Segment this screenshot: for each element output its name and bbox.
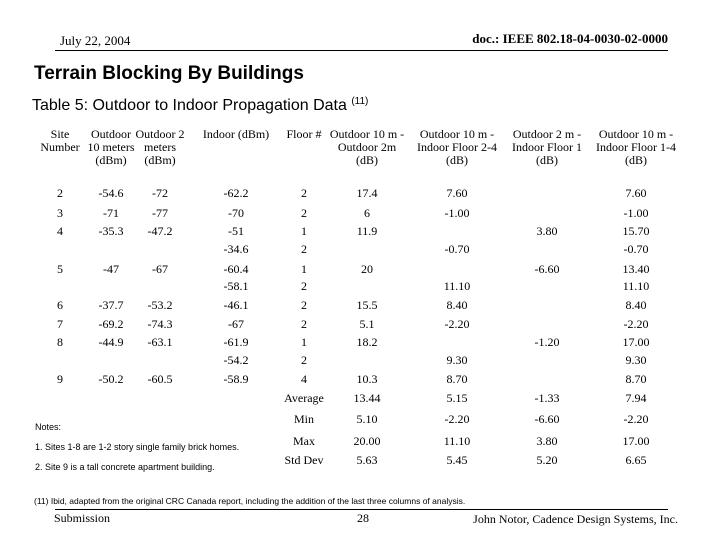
stat-value-cell: 5.45 [446,453,468,467]
table-cell: -67 [228,317,244,331]
table-cell: -69.2 [98,317,124,331]
table-cell: -2.20 [623,317,649,331]
table-cell: 6 [364,206,370,220]
site-number-cell: 2 [57,186,63,200]
column-header: Outdoor 2 m - Indoor Floor 1 (dB) [512,127,582,167]
stat-value-cell: 6.65 [625,453,647,467]
table-cell: -1.00 [623,206,649,220]
header-doc-id: doc.: IEEE 802.18-04-0030-02-0000 [472,31,668,46]
table-cell: 17.00 [622,335,650,349]
table-cell: -70 [228,206,244,220]
table-cell: -54.2 [223,353,249,367]
table-cell: -77 [152,206,168,220]
table-cell: 11.9 [356,224,378,238]
table-cell: 11.10 [622,279,650,293]
stat-value-cell: 3.80 [536,434,558,448]
stat-value-cell: -2.20 [623,412,649,426]
table-cell: 9.30 [446,353,468,367]
table-cell: 4 [301,372,307,386]
table-caption-text: Table 5: Outdoor to Indoor Propagation Data [32,97,347,114]
table-cell: 13.40 [622,262,650,276]
column-header: Outdoor 10 meters (dBm) [87,127,135,167]
table-cell: -61.9 [223,335,249,349]
stat-value-cell: 5.10 [356,412,378,426]
site-number-cell: 6 [57,298,63,312]
column-header: Outdoor 10 m - Outdoor 2m (dB) [329,127,405,167]
table-cell: 7.60 [446,186,468,200]
table-cell: 2 [301,353,307,367]
table-cell: 7.60 [625,186,647,200]
table-cell: 8.70 [625,372,647,386]
note-item-1: 1. Sites 1-8 are 1-2 story single family brick homes. [35,442,240,452]
table-cell: 9.30 [625,353,647,367]
column-header: Outdoor 2 meters (dBm) [135,127,185,167]
table-caption [32,96,368,115]
stat-label-cell: Max [293,434,315,448]
table-cell: 15.70 [622,224,650,238]
footer-submission: Submission [54,511,111,525]
table-cell: 2 [301,279,307,293]
table-cell: -51 [228,224,244,238]
footer-page-number: 28 [357,511,369,525]
stat-value-cell: 5.20 [536,453,558,467]
table-cell: 2 [301,206,307,220]
site-number-cell: 8 [57,335,63,349]
table-cell: -2.20 [444,317,470,331]
table-cell: -44.9 [98,335,124,349]
table-cell: 2 [301,298,307,312]
table-cell: 1 [301,335,307,349]
stat-value-cell: 5.63 [356,453,378,467]
table-cell: 8.40 [625,298,647,312]
stat-value-cell: 5.15 [446,391,468,405]
table-cell: 10.3 [356,372,378,386]
table-cell: 18.2 [356,335,378,349]
page-title: Terrain Blocking By Buildings [34,63,304,84]
table-cell: 5.1 [359,317,375,331]
table-cell: 3.80 [536,224,558,238]
table-cell: 8.40 [446,298,468,312]
table-cell: -1.00 [444,206,470,220]
table-cell: -60.4 [223,262,249,276]
table-cell: 1 [301,262,307,276]
table-cell: -53.2 [147,298,173,312]
table-cell: 20 [361,262,373,276]
header-rule [55,50,668,51]
table-cell: -0.70 [444,242,470,256]
site-number-cell: 7 [57,317,63,331]
column-header: Indoor (dBm) [202,127,270,141]
table-cell: -35.3 [98,224,124,238]
table-cell: -0.70 [623,242,649,256]
stat-value-cell: 17.00 [622,434,650,448]
stat-label-cell: Min [293,412,314,426]
table-cell: 15.5 [356,298,378,312]
table-cell: 1 [301,224,307,238]
table-cell: -67 [152,262,168,276]
table-cell: -1.20 [534,335,560,349]
table-cell: -37.7 [98,298,124,312]
table-cell: -72 [152,186,168,200]
stat-value-cell: -2.20 [444,412,470,426]
stat-value-cell: -1.33 [534,391,560,405]
table-cell: -6.60 [534,262,560,276]
table-cell: 8.70 [446,372,468,386]
table-cell: -58.9 [223,372,249,386]
stat-value-cell: 7.94 [625,391,647,405]
site-number-cell: 9 [57,372,63,386]
table-cell: -50.2 [98,372,124,386]
stat-label-cell: Std Dev [284,453,324,467]
table-cell: -47.2 [147,224,173,238]
note-item-2: 2. Site 9 is a tall concrete apartment building. [35,462,215,472]
footer-author: John Notor, Cadence Design Systems, Inc. [473,512,678,526]
notes-label: Notes: [35,422,62,432]
table-cell: 2 [301,242,307,256]
table-cell: -47 [103,262,119,276]
table-cell: -34.6 [223,242,249,256]
site-number-cell: 3 [57,206,63,220]
header-date: July 22, 2004 [60,33,131,48]
table-cell: -54.6 [98,186,124,200]
table-cell: -62.2 [223,186,249,200]
table-cell: -46.1 [223,298,249,312]
table-cell: 2 [301,186,307,200]
stat-value-cell: -6.60 [534,412,560,426]
column-header: Outdoor 10 m - Indoor Floor 1-4 (dB) [596,127,676,167]
table-cell: -60.5 [147,372,173,386]
column-header: Outdoor 10 m - Indoor Floor 2-4 (dB) [417,127,497,167]
stat-value-cell: 13.44 [353,391,381,405]
stat-value-cell: 20.00 [353,434,381,448]
table-cell: -74.3 [147,317,173,331]
footer-rule [55,509,668,510]
stat-value-cell: 11.10 [443,434,471,448]
table-cell: -58.1 [223,279,249,293]
site-number-cell: 5 [57,262,63,276]
site-number-cell: 4 [57,224,63,238]
column-header: Floor # [286,127,322,141]
table-cell: -71 [103,206,119,220]
table-cell: -63.1 [147,335,173,349]
table-cell: 2 [301,317,307,331]
column-header: Site Number [40,127,80,154]
stat-label-cell: Average [284,391,324,405]
table-caption-ref: (11) [351,96,369,107]
table-cell: 11.10 [443,279,471,293]
table-cell: 17.4 [356,186,378,200]
footnote: (11) Ibid, adapted from the original CRC Canada report, including the addition of the last three columns of analysis. [34,496,466,506]
